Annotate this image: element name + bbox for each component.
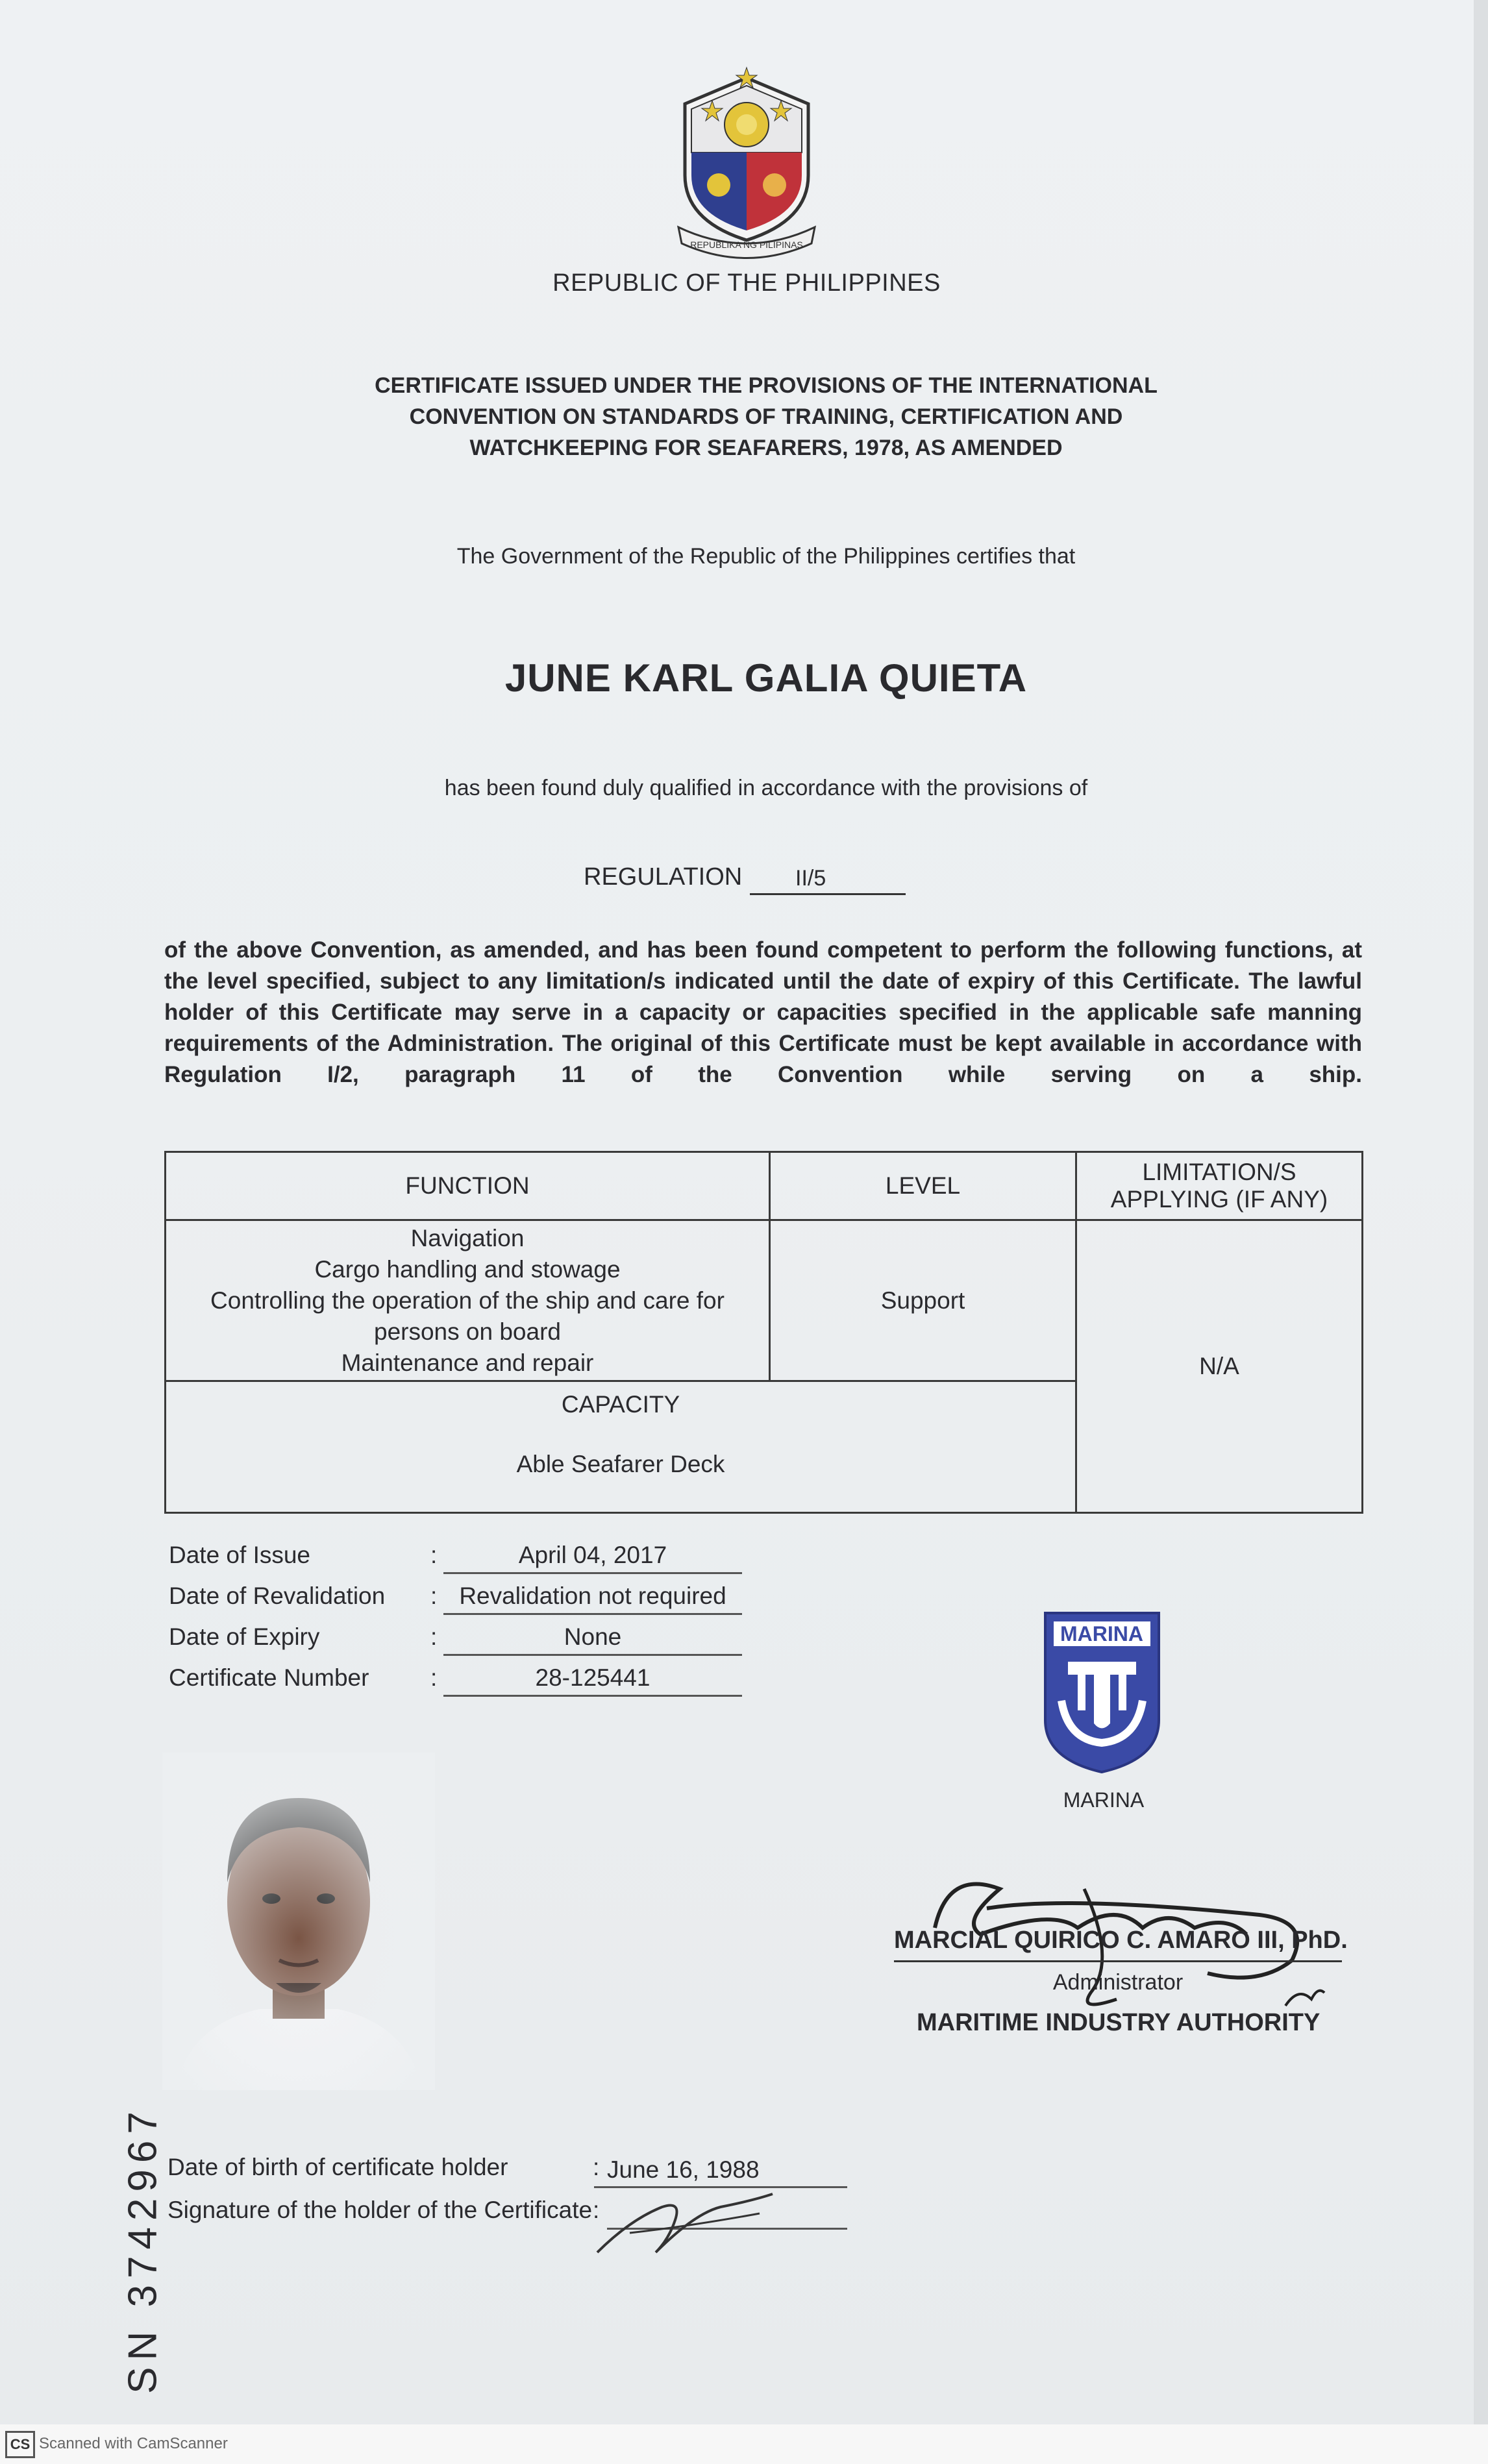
philippine-seal-icon — [672, 65, 821, 260]
date-of-issue-value: April 04, 2017 — [443, 1538, 742, 1574]
function-header: FUNCTION — [166, 1152, 770, 1220]
field-colon: : — [430, 1664, 438, 1691]
administrator-title: Administrator — [1052, 1970, 1184, 1995]
date-of-issue-label: Date of Issue — [169, 1542, 311, 1568]
function-item: Controlling the operation of the ship and care for — [210, 1287, 725, 1314]
regulation-label: REGULATION — [584, 863, 743, 891]
holder-photo — [162, 1753, 435, 2090]
level-header: LEVEL — [770, 1152, 1076, 1220]
camscanner-icon: CS — [5, 2431, 35, 2458]
marina-logo-icon — [1042, 1610, 1162, 1775]
administrator-name-line — [894, 1960, 1342, 1962]
function-item: Maintenance and repair — [341, 1349, 594, 1376]
function-item: Cargo handling and stowage — [314, 1255, 621, 1283]
field-colon: : — [430, 1542, 438, 1568]
date-of-expiry-label: Date of Expiry — [169, 1623, 320, 1650]
capacity-value: Able Seafarer Deck — [516, 1451, 725, 1477]
dob-label: Date of birth of certificate holder — [167, 2154, 508, 2180]
marina-caption: MARINA — [1063, 1788, 1145, 1812]
limitation-header-line1: LIMITATION/S — [1142, 1159, 1296, 1185]
date-of-revalidation-value: Revalidation not required — [443, 1579, 742, 1615]
svg-text:MARINA: MARINA — [1060, 1622, 1143, 1645]
scanner-footer — [0, 2424, 1488, 2464]
country-heading: REPUBLIC OF THE PHILIPPINES — [552, 269, 941, 297]
level-value: Support — [770, 1220, 1076, 1381]
holder-name: JUNE KARL GALIA QUIETA — [504, 656, 1028, 700]
limitation-header-line2: APPLYING (IF ANY) — [1110, 1186, 1328, 1213]
scanner-watermark-text: Scanned with CamScanner — [39, 2435, 228, 2452]
function-item: Navigation — [410, 1224, 525, 1251]
capacity-cell — [166, 1381, 1076, 1513]
function-list — [166, 1220, 770, 1381]
holder-signature-label: Signature of the holder of the Certificate — [167, 2197, 593, 2223]
field-colon: : — [430, 1583, 438, 1609]
dob-value: June 16, 1988 — [594, 2154, 847, 2188]
certificate-number-value: 28-125441 — [443, 1661, 742, 1697]
serial-number: SN 3742967 — [120, 2105, 166, 2394]
svg-text:REPUBLIKA NG PILIPINAS: REPUBLIKA NG PILIPINAS — [690, 240, 803, 250]
capacity-label: CAPACITY — [561, 1391, 680, 1418]
field-colon: : — [593, 2154, 600, 2180]
competence-paragraph: of the above Convention, as amended, and has been found competent to perform the following functions, at the level specified, subject to any limitation/s indicated until the date of expiry of this Certificate. The lawful holder of this Certificate may serve in a capacity or capacities specified in the applicable safe manning requirements of the Administration. The original of this Certificate must be kept available in accordance with Regulation I/2, paragraph 11 of the Convention while serving on a ship. — [164, 937, 1362, 1087]
authority-name: MARITIME INDUSTRY AUTHORITY — [917, 2009, 1321, 2036]
limitation-value: N/A — [1076, 1220, 1363, 1513]
certifies-statement: The Government of the Republic of the Philippines certifies that — [456, 544, 1076, 569]
certificate-number-label: Certificate Number — [169, 1664, 369, 1691]
limitation-header — [1076, 1152, 1363, 1220]
function-item: persons on board — [374, 1318, 561, 1345]
administrator-name: MARCIAL QUIRICO C. AMARO III, PhD. — [894, 1927, 1348, 1954]
date-of-expiry-value: None — [443, 1620, 742, 1656]
field-colon: : — [430, 1623, 438, 1650]
holder-signature-icon — [591, 2181, 786, 2259]
field-colon: : — [593, 2197, 600, 2223]
functions-table — [164, 1151, 1363, 1514]
convention-provisions: CERTIFICATE ISSUED UNDER THE PROVISIONS OF THE INTERNATIONAL CONVENTION ON STANDARDS OF TRAINING, CERTIFICATION AND WATCHKEEPING FOR SEAFARERS, 1978, AS AMENDED — [375, 373, 1158, 460]
date-of-revalidation-label: Date of Revalidation — [169, 1583, 386, 1609]
qualified-statement: has been found duly qualified in accordance with the provisions of — [444, 776, 1088, 800]
regulation-value: II/5 — [750, 863, 906, 895]
